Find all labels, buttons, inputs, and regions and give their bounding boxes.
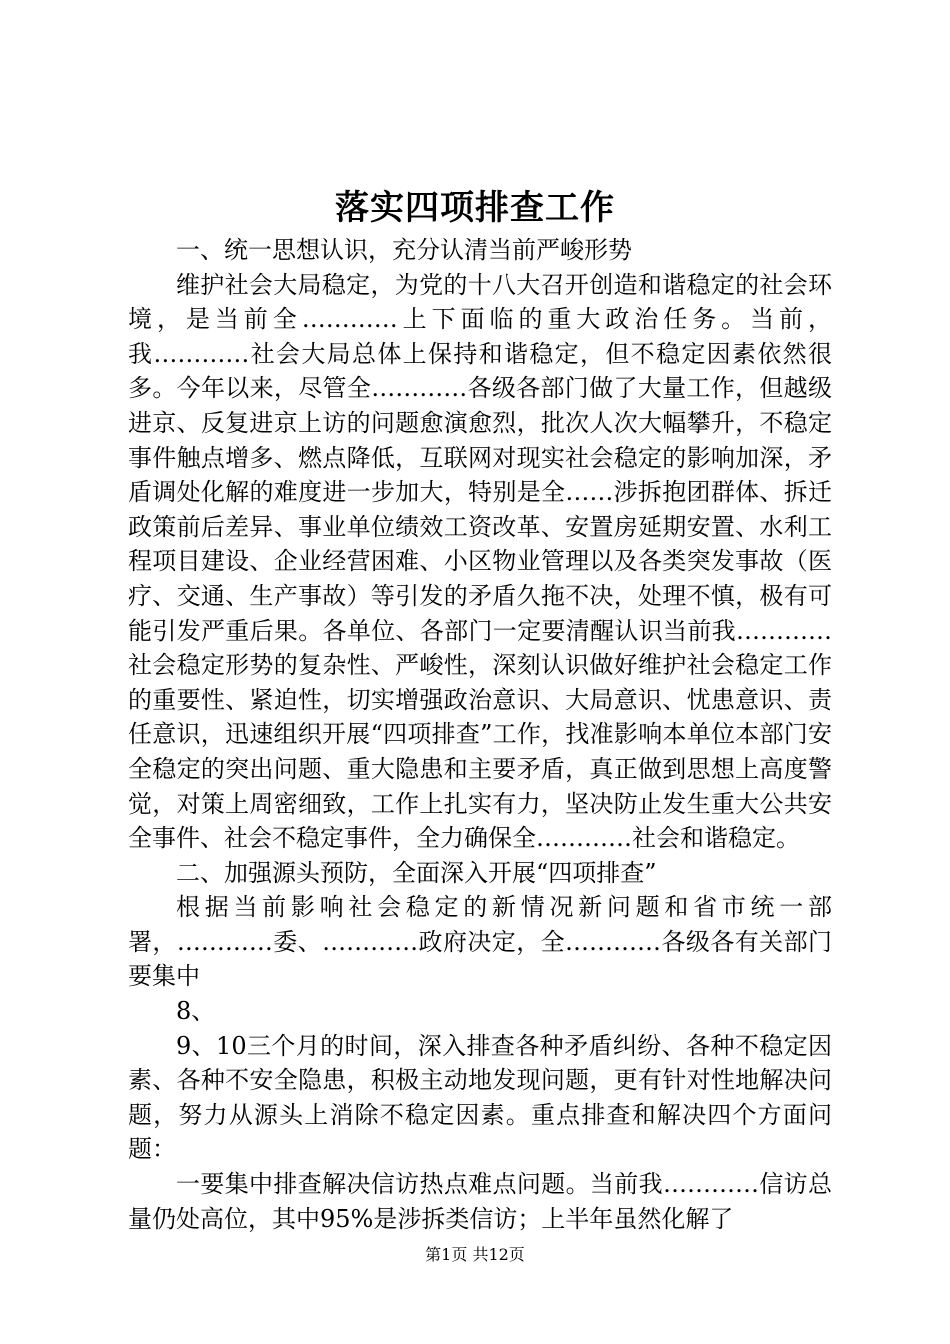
body-paragraph: 8、 xyxy=(176,997,216,1026)
document-title: 落实四项排查工作 xyxy=(335,188,615,228)
body-paragraph: 维护社会大局稳定，为党的十八大召开创造和谐稳定的社会环境，是当前全…………上下面临的重大政治任务。当前，我…………社会大局总体上保持和谐稳定，但不稳定因素依然很多。今年以来，尽管全…………各级各部门做了大量工作，但越级进京、反复进京上访的问题愈演愈烈，批次人次大幅攀升，不稳定事件触点增多、燃点降低，互联网对现实社会稳定的影响加深，矛盾调处化解的难度进一步加大，特别是全……涉拆抱团群体、拆迁政策前后差异、事业单位绩效工资改革、安置房延期安置、水利工程项目建设、企业经营困难、小区物业管理以及各类突发事故（医疗、交通、生产事故）等引发的矛盾久拖不决，处理不慎，极有可能引发严重后果。各单位、各部门一定要清醒认识当前我…………社会稳定形势的复杂性、严峻性，深刻认识做好维护社会稳定工作的重要性、紧迫性，切实增强政治意识、大局意识、忧患意识、责任意识，迅速组织开展“四项排查”工作，找准影响本单位本部门安全稳定的突出问题、重大隐患和主要矛盾，真正做到思想上高度警觉，对策上周密细致，工作上扎实有力，坚决防止发生重大公共安全事件、社会不稳定事件，全力确保全…………社会和谐稳定。 xyxy=(128,270,832,853)
body-paragraph: 9、10三个月的时间，深入排查各种矛盾纠纷、各种不稳定因素、各种不安全隐患，积极主动地发现问题，更有针对性地解决问题，努力从源头上消除不稳定因素。重点排查和解决四个方面问题： xyxy=(128,1031,832,1164)
section-heading-2: 二、加强源头预防，全面深入开展“四项排查” xyxy=(176,858,657,887)
document-body xyxy=(128,233,832,1236)
body-paragraph: 一要集中排查解决信访热点难点问题。当前我…………信访总量仍处高位，其中95%是涉拆类信访；上半年虽然化解了 xyxy=(128,1170,832,1233)
page-number-footer: 第1页 共12页 xyxy=(425,1245,525,1264)
section-heading-1: 一、统一思想认识，充分认清当前严峻形势 xyxy=(176,236,632,264)
body-paragraph: 根据当前影响社会稳定的新情况新问题和省市统一部署，…………委、…………政府决定，全…………各级各有关部门要集中 xyxy=(128,893,832,991)
